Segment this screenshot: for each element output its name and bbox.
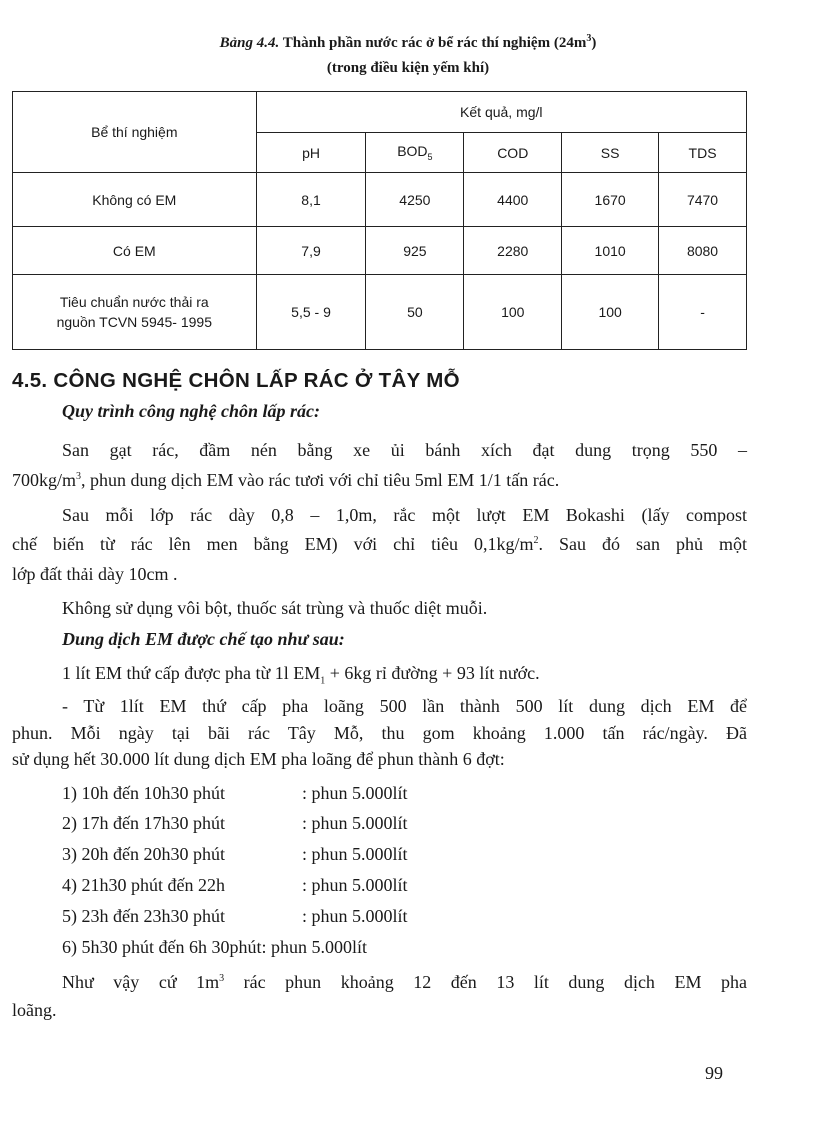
- paragraph-2-line-1: Sau mỗi lớp rác dày 0,8 – 1,0m, rắc một lượt EM Bokashi (lấy compost: [62, 505, 747, 525]
- list-item: 6) 5h30 phút đến 6h 30phút: phun 5.000lít: [62, 937, 367, 957]
- cell-bod: 925: [366, 227, 464, 275]
- col-header-bod: [366, 133, 464, 173]
- schedule-action: : phun 5.000lít: [302, 813, 408, 833]
- cell-cod: 100: [464, 275, 562, 350]
- p2-l2-b: . Sau đó san phủ một: [538, 534, 747, 554]
- p6-l1-sup: 3: [219, 973, 225, 984]
- cell-ph: 5,5 - 9: [256, 275, 366, 350]
- subheading-process: Quy trình công nghệ chôn lấp rác:: [62, 401, 321, 421]
- p1-l2-a: 700kg/m: [12, 470, 77, 490]
- cell-tds: 8080: [659, 227, 747, 275]
- cell-cod: 2280: [464, 227, 562, 275]
- table-caption-subtitle: (trong điều kiện yếm khí): [326, 60, 490, 76]
- row-header-cell: Bể thí nghiệm: [13, 92, 257, 173]
- col-header-bod-label: BOD: [397, 143, 428, 160]
- paragraph-6-line-1: [62, 972, 747, 993]
- row-label: Không có EM: [13, 173, 257, 227]
- table-header-row: [13, 92, 747, 133]
- p4-b: + 6kg rỉ đường + 93 lít nước.: [325, 663, 540, 683]
- schedule-action: : phun 5.000lít: [302, 875, 408, 895]
- table-caption-label: Bảng 4.4.: [219, 35, 280, 51]
- schedule-time: 2) 17h đến 17h30 phút: [62, 813, 225, 833]
- paragraph-2-line-3: lớp đất thải dày 10cm .: [12, 564, 178, 584]
- paragraph-2-line-2: [12, 534, 747, 555]
- cell-ss: 100: [562, 275, 659, 350]
- p1-l2-sup: 3: [76, 471, 82, 482]
- cell-cod: 4400: [464, 173, 562, 227]
- schedule-time: 5) 23h đến 23h30 phút: [62, 906, 225, 926]
- section-heading: 4.5. CÔNG NGHỆ CHÔN LẤP RÁC Ở TÂY MỖ: [12, 369, 460, 392]
- row-label-line1: Tiêu chuẩn nước thải ra: [59, 294, 209, 310]
- schedule-time: 3) 20h đến 20h30 phút: [62, 844, 225, 864]
- table-row: [13, 275, 747, 350]
- paragraph-4: [62, 663, 540, 687]
- results-table: [12, 91, 747, 350]
- table-caption-title: Thành phần nước rác ở bể rác thí nghiệm (24m: [282, 35, 587, 51]
- paragraph-3: Không sử dụng vôi bột, thuốc sát trùng và thuốc diệt muỗi.: [62, 598, 488, 618]
- table-row: [13, 173, 747, 227]
- col-header-bod-sub: 5: [427, 151, 433, 162]
- paragraph-5-line-1: - Từ 1lít EM thứ cấp pha loãng 500 lần thành 500 lít dung dịch EM để: [62, 696, 747, 716]
- group-header-cell: Kết quả, mg/l: [256, 92, 746, 133]
- page-number: 99: [705, 1063, 723, 1083]
- schedule-action: : phun 5.000lít: [302, 844, 408, 864]
- p1-l2-b: , phun dung dịch EM vào rác tươi với chỉ tiêu 5ml EM 1/1 tấn rác.: [81, 470, 560, 490]
- schedule-action: : phun 5.000lít: [302, 906, 408, 926]
- table-caption-close: ): [591, 35, 597, 51]
- cell-ss: 1670: [562, 173, 659, 227]
- p2-l2-sup: 2: [533, 535, 539, 546]
- cell-tds: 7470: [659, 173, 747, 227]
- paragraph-5-line-2: phun. Mỗi ngày tại bãi rác Tây Mỗ, thu gom khoảng 1.000 tấn rác/ngày. Đã: [12, 723, 747, 743]
- table-caption-sup: 3: [586, 33, 592, 44]
- col-header-tds: TDS: [659, 133, 747, 173]
- cell-tds: -: [659, 275, 747, 350]
- col-header-ph: pH: [256, 133, 366, 173]
- col-header-ss: SS: [562, 133, 659, 173]
- p4-sub: 1: [320, 675, 326, 687]
- cell-ph: 7,9: [256, 227, 366, 275]
- col-header-cod: COD: [464, 133, 562, 173]
- p6-l1-b: rác phun khoảng 12 đến 13 lít dung dịch EM pha: [224, 972, 748, 992]
- paragraph-1-line-1: San gạt rác, đầm nén bằng xe ủi bánh xích đạt dung trọng 550 –: [62, 440, 747, 460]
- cell-ss: 1010: [562, 227, 659, 275]
- paragraph-6-line-2: loãng.: [12, 1000, 57, 1020]
- table-row: [13, 227, 747, 275]
- p6-l1-a: Như vậy cứ 1m: [62, 972, 220, 992]
- row-label: Có EM: [13, 227, 257, 275]
- subheading-em: Dung dịch EM được chế tạo như sau:: [62, 629, 345, 649]
- row-label-line2: nguồn TCVN 5945- 1995: [56, 314, 213, 330]
- row-label: [13, 275, 257, 350]
- schedule-time: 1) 10h đến 10h30 phút: [62, 783, 225, 803]
- cell-bod: 50: [366, 275, 464, 350]
- table-caption: [0, 33, 816, 52]
- cell-bod: 4250: [366, 173, 464, 227]
- p2-l2-a: chế biến từ rác lên men bằng EM) với chỉ tiêu 0,1kg/m: [12, 534, 534, 554]
- cell-ph: 8,1: [256, 173, 366, 227]
- paragraph-5-line-3: sử dụng hết 30.000 lít dung dịch EM pha loãng để phun thành 6 đợt:: [12, 749, 505, 769]
- schedule-action: : phun 5.000lít: [302, 783, 408, 803]
- paragraph-1-line-2: [12, 470, 559, 491]
- p4-a: 1 lít EM thứ cấp được pha từ 1l EM: [62, 663, 321, 683]
- schedule-time: 4) 21h30 phút đến 22h: [62, 875, 225, 895]
